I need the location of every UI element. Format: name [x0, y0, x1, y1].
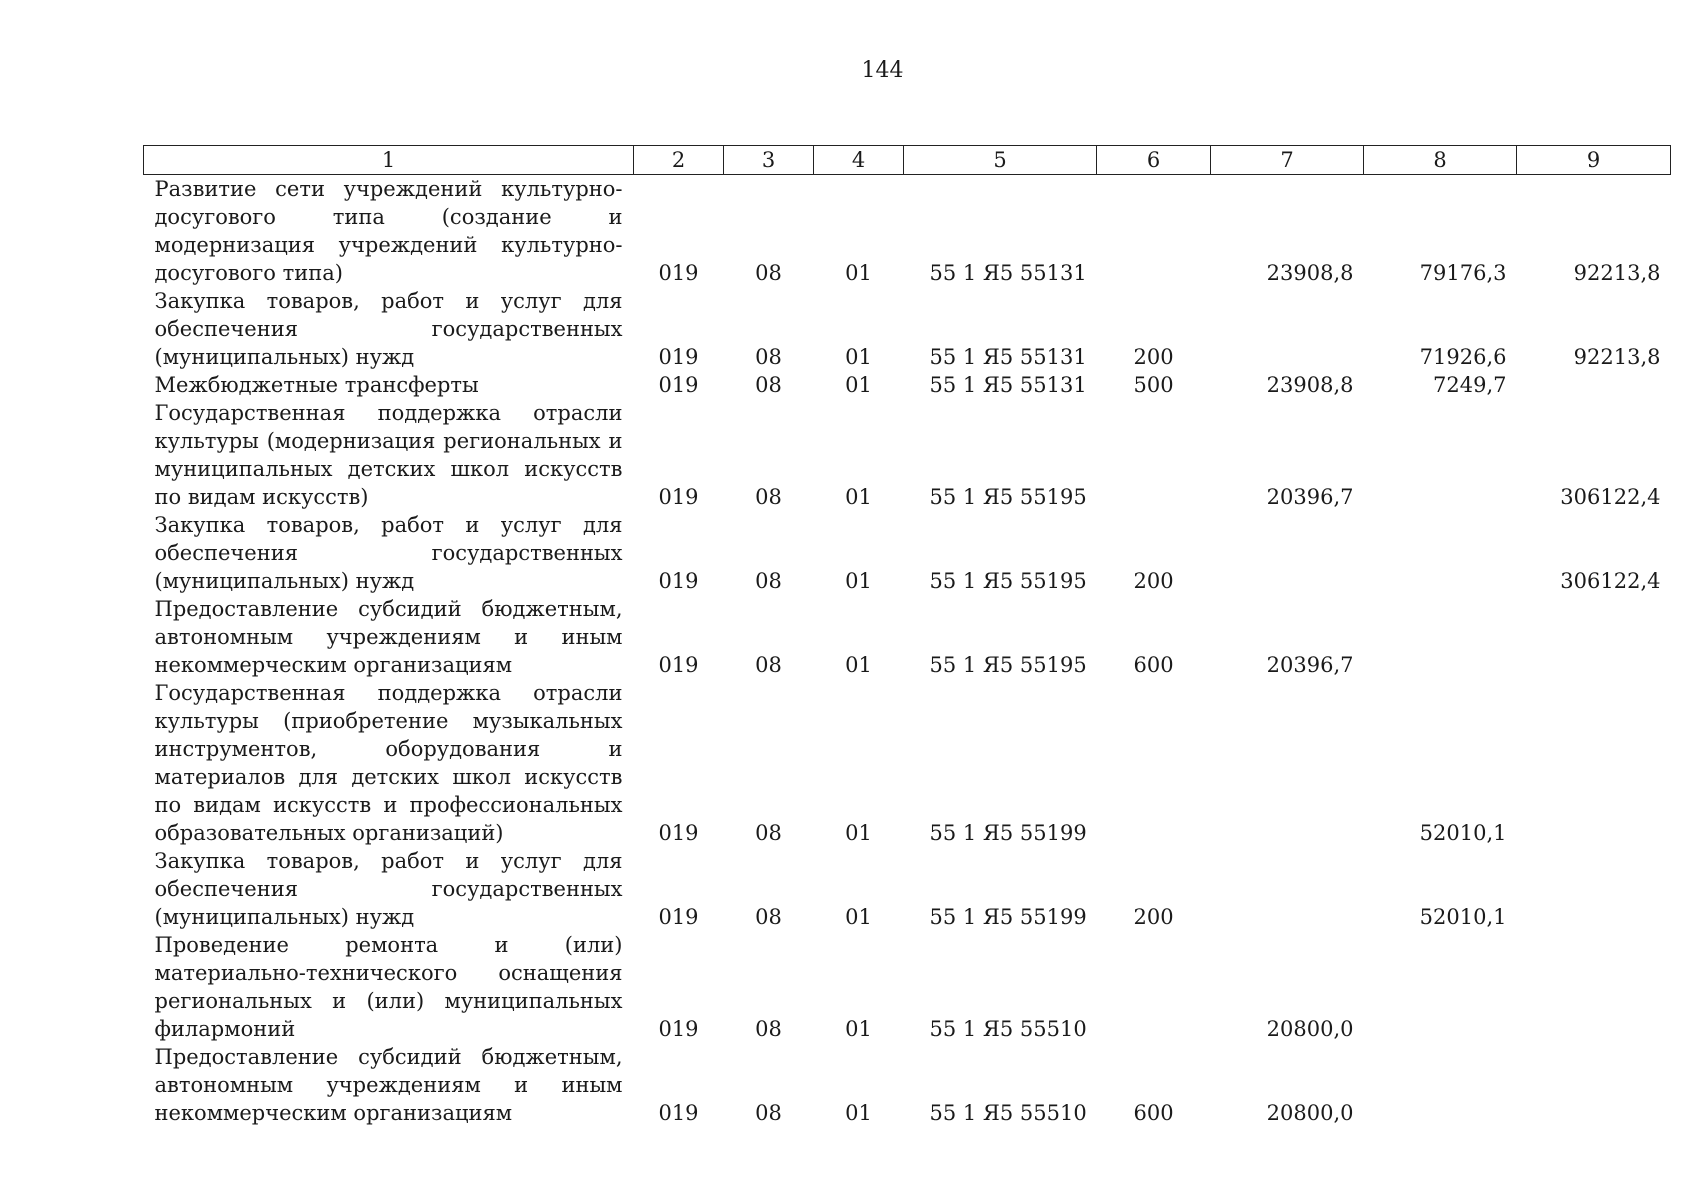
cell-section: 08 — [755, 569, 782, 593]
cell-subsection: 01 — [845, 1017, 872, 1041]
cell-target-article: 55 1 Я5 55131 — [929, 373, 1087, 397]
cell-amount-col7 — [1211, 847, 1364, 931]
table-row — [144, 399, 1671, 511]
item-name: Государственная поддержка отрасли культуры (приобретение музыкальных инструментов, оборудования и материалов для детских школ искусств по видам искусств и профессиональных образовательных организаций) — [154, 681, 623, 845]
cell-grbs: 019 — [658, 569, 699, 593]
table-row — [144, 511, 1671, 595]
cell-target-article: 55 1 Я5 55195 — [929, 569, 1087, 593]
cell-amount-col7 — [1211, 511, 1364, 595]
cell-target-article: 55 1 Я5 55510 — [929, 1017, 1087, 1041]
cell-section: 08 — [755, 653, 782, 677]
cell-subsection: 01 — [845, 821, 872, 845]
cell-amount-col8: 7249,7 — [1433, 373, 1507, 397]
column-header-8: 8 — [1364, 146, 1517, 175]
cell-target-article: 55 1 Я5 55131 — [929, 345, 1087, 369]
table-row — [144, 595, 1671, 679]
cell-target-article: 55 1 Я5 55199 — [929, 905, 1087, 929]
cell-section: 08 — [755, 373, 782, 397]
item-name: Межбюджетные трансферты — [154, 373, 479, 397]
cell-subsection: 01 — [845, 905, 872, 929]
item-name: Закупка товаров, работ и услуг для обеспечения государственных (муниципальных) нужд — [154, 289, 623, 369]
cell-target-article: 55 1 Я5 55195 — [929, 485, 1087, 509]
column-header-9: 9 — [1517, 146, 1671, 175]
cell-amount-col8 — [1364, 1043, 1517, 1127]
cell-amount-col9: 306122,4 — [1560, 569, 1661, 593]
cell-amount-col8: 71926,6 — [1419, 345, 1507, 369]
cell-expense-type: 200 — [1133, 569, 1174, 593]
table-row — [144, 679, 1671, 847]
cell-grbs: 019 — [658, 373, 699, 397]
cell-amount-col7: 20800,0 — [1266, 1101, 1354, 1125]
cell-amount-col9: 92213,8 — [1573, 261, 1661, 285]
cell-amount-col9 — [1517, 1043, 1671, 1127]
item-name: Проведение ремонта и (или) материально-технического оснащения региональных и (или) муниципальных филармоний — [154, 933, 623, 1041]
cell-section: 08 — [755, 261, 782, 285]
page-number: 144 — [861, 58, 904, 83]
cell-expense-type — [1097, 175, 1211, 288]
cell-grbs: 019 — [658, 345, 699, 369]
cell-section: 08 — [755, 1101, 782, 1125]
column-header-4: 4 — [814, 146, 904, 175]
cell-expense-type — [1097, 931, 1211, 1043]
cell-subsection: 01 — [845, 569, 872, 593]
cell-grbs: 019 — [658, 653, 699, 677]
item-name: Предоставление субсидий бюджетным, автономным учреждениям и иным некоммерческим организациям — [154, 1045, 623, 1125]
cell-expense-type: 600 — [1133, 1101, 1174, 1125]
cell-target-article: 55 1 Я5 55199 — [929, 821, 1087, 845]
cell-amount-col8: 79176,3 — [1419, 261, 1507, 285]
column-header-6: 6 — [1097, 146, 1211, 175]
cell-expense-type: 200 — [1133, 345, 1174, 369]
cell-expense-type: 500 — [1133, 373, 1174, 397]
cell-target-article: 55 1 Я5 55195 — [929, 653, 1087, 677]
cell-amount-col8 — [1364, 399, 1517, 511]
table-row — [144, 371, 1671, 399]
column-header-2: 2 — [634, 146, 724, 175]
cell-amount-col7 — [1211, 287, 1364, 371]
cell-grbs: 019 — [658, 821, 699, 845]
cell-grbs: 019 — [658, 485, 699, 509]
cell-expense-type: 600 — [1133, 653, 1174, 677]
cell-amount-col7 — [1211, 679, 1364, 847]
cell-amount-col9 — [1517, 931, 1671, 1043]
column-header-5: 5 — [904, 146, 1097, 175]
cell-expense-type: 200 — [1133, 905, 1174, 929]
table-row — [144, 287, 1671, 371]
cell-amount-col8 — [1364, 931, 1517, 1043]
cell-subsection: 01 — [845, 261, 872, 285]
table-header-row — [144, 146, 1671, 175]
cell-section: 08 — [755, 1017, 782, 1041]
cell-subsection: 01 — [845, 1101, 872, 1125]
cell-amount-col8 — [1364, 595, 1517, 679]
column-header-3: 3 — [724, 146, 814, 175]
cell-amount-col7: 23908,8 — [1266, 373, 1354, 397]
cell-subsection: 01 — [845, 373, 872, 397]
table-row — [144, 931, 1671, 1043]
cell-section: 08 — [755, 905, 782, 929]
cell-amount-col8: 52010,1 — [1419, 821, 1507, 845]
cell-expense-type — [1097, 399, 1211, 511]
item-name: Закупка товаров, работ и услуг для обеспечения государственных (муниципальных) нужд — [154, 513, 623, 593]
cell-amount-col9 — [1517, 847, 1671, 931]
table-row — [144, 847, 1671, 931]
cell-amount-col9 — [1517, 371, 1671, 399]
cell-grbs: 019 — [658, 261, 699, 285]
item-name: Развитие сети учреждений культурно-досугового типа (создание и модернизация учреждений культурно-досугового типа) — [154, 177, 623, 285]
budget-table — [143, 145, 1671, 1127]
table-body — [144, 175, 1671, 1128]
cell-amount-col8: 52010,1 — [1419, 905, 1507, 929]
item-name: Закупка товаров, работ и услуг для обеспечения государственных (муниципальных) нужд — [154, 849, 623, 929]
cell-grbs: 019 — [658, 905, 699, 929]
cell-grbs: 019 — [658, 1101, 699, 1125]
item-name: Предоставление субсидий бюджетным, автономным учреждениям и иным некоммерческим организациям — [154, 597, 623, 677]
cell-target-article: 55 1 Я5 55131 — [929, 261, 1087, 285]
cell-subsection: 01 — [845, 345, 872, 369]
cell-amount-col7: 20396,7 — [1266, 653, 1354, 677]
cell-section: 08 — [755, 821, 782, 845]
cell-expense-type — [1097, 679, 1211, 847]
cell-amount-col9 — [1517, 595, 1671, 679]
table-row — [144, 1043, 1671, 1127]
cell-amount-col7: 20396,7 — [1266, 485, 1354, 509]
cell-subsection: 01 — [845, 653, 872, 677]
cell-grbs: 019 — [658, 1017, 699, 1041]
cell-subsection: 01 — [845, 485, 872, 509]
cell-amount-col7: 20800,0 — [1266, 1017, 1354, 1041]
column-header-7: 7 — [1211, 146, 1364, 175]
cell-amount-col9: 92213,8 — [1573, 345, 1661, 369]
item-name: Государственная поддержка отрасли культуры (модернизация региональных и муниципальных детских школ искусств по видам искусств) — [154, 401, 623, 509]
cell-section: 08 — [755, 485, 782, 509]
cell-section: 08 — [755, 345, 782, 369]
cell-amount-col9 — [1517, 679, 1671, 847]
cell-target-article: 55 1 Я5 55510 — [929, 1101, 1087, 1125]
table-row — [144, 175, 1671, 288]
column-header-1: 1 — [144, 146, 634, 175]
cell-amount-col8 — [1364, 511, 1517, 595]
cell-amount-col9: 306122,4 — [1560, 485, 1661, 509]
cell-amount-col7: 23908,8 — [1266, 261, 1354, 285]
